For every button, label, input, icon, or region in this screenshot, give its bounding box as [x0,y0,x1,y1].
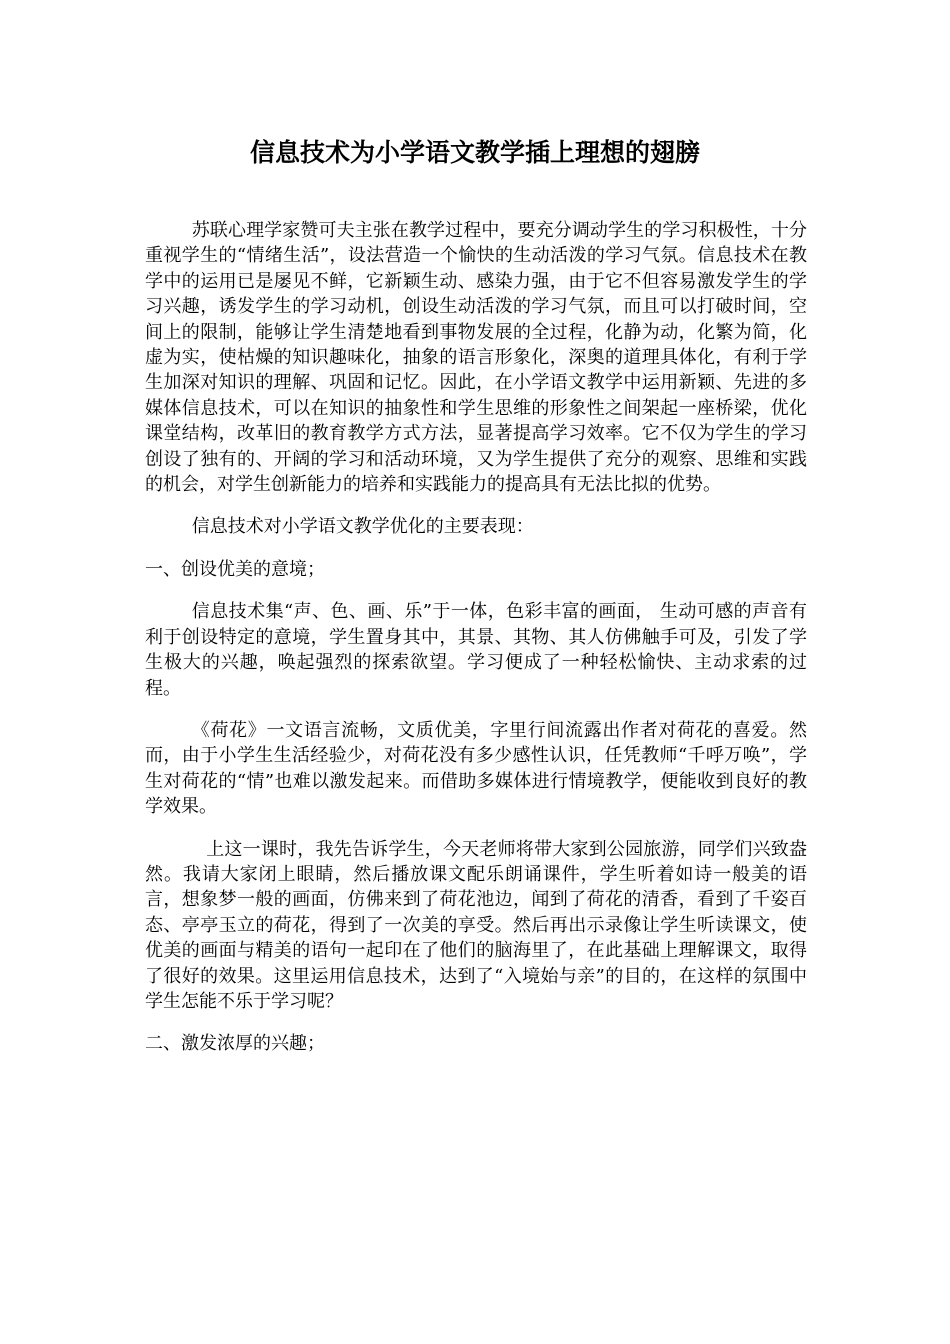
section-heading-1: 一、创设优美的意境； [145,558,325,580]
paragraph-lotus-lesson: 上这一课时，我先告诉学生，今天老师将带大家到公园旅游，同学们兴致盎然。我请大家闭上眼睛，然后播放课文配乐朗诵课件，学生听着如诗一般美的语言，想象梦一般的画面，仿佛来到了荷花池边，闻到了荷花的清香，看到了千姿百态、亭亭玉立的荷花，得到了一次美的享受。然后再出示录像让学生听读课文，使优美的画面与精美的语句一起印在了他们的脑海里了，在此基础上理解课文，取得了很好的效果。这里运用信息技术，达到了“入境始与亲”的目的，在这样的氛围中学生怎能不乐于学习呢？ [145,838,807,1012]
paragraph-intro: 苏联心理学家赞可夫主张在教学过程中，要充分调动学生的学习积极性，十分重视学生的“情绪生活”，设法营造一个愉快的生动活泼的学习气氛。信息技术在教学中的运用已是屡见不鲜，它新颖生动、感染力强，由于它不但容易激发学生的学习兴趣，诱发学生的学习动机，创设生动活泼的学习气氛，而且可以打破时间，空间上的限制，能够让学生清楚地看到事物发展的全过程，化静为动，化繁为简，化虚为实，使枯燥的知识趣味化，抽象的语言形象化，深奥的道理具体化，有利于学生加深对知识的理解、巩固和记忆。因此，在小学语文教学中运用新颖、先进的多媒体信息技术，可以在知识的抽象性和学生思维的形象性之间架起一座桥梁，优化课堂结构，改革旧的教育教学方式方法，显著提高学习效率。它不仅为学生的学习创设了独有的、开阔的学习和活动环境，又为学生提供了充分的观察、思维和实践的机会，对学生创新能力的培养和实践能力的提高具有无法比拟的优势。 [145,220,807,496]
paragraph-lotus-text: 《荷花》一文语言流畅，文质优美，字里行间流露出作者对荷花的喜爱。然而，由于小学生生活经验少，对荷花没有多少感性认识，任凭教师“千呼万唤”，学生对荷花的“情”也难以激发起来。而借助多媒体进行情境教学，便能收到良好的教学效果。 [145,719,807,818]
paragraph-section1: 信息技术集“声、色、画、乐”于一体，色彩丰富的画面， 生动可感的声音有利于创设特定的意境，学生置身其中，其景、其物、其人仿佛触手可及，引发了学生极大的兴趣，唤起强烈的探索欲望。学习便成了一种轻松愉快、主动求索的过程。 [145,601,807,699]
document-body [145,218,807,1074]
section-heading-2: 二、激发浓厚的兴趣； [145,1033,325,1055]
document-title: 信息技术为小学语文教学插上理想的翅膀 [249,138,700,167]
paragraph-overview: 信息技术对小学语文教学优化的主要表现： [191,516,534,538]
